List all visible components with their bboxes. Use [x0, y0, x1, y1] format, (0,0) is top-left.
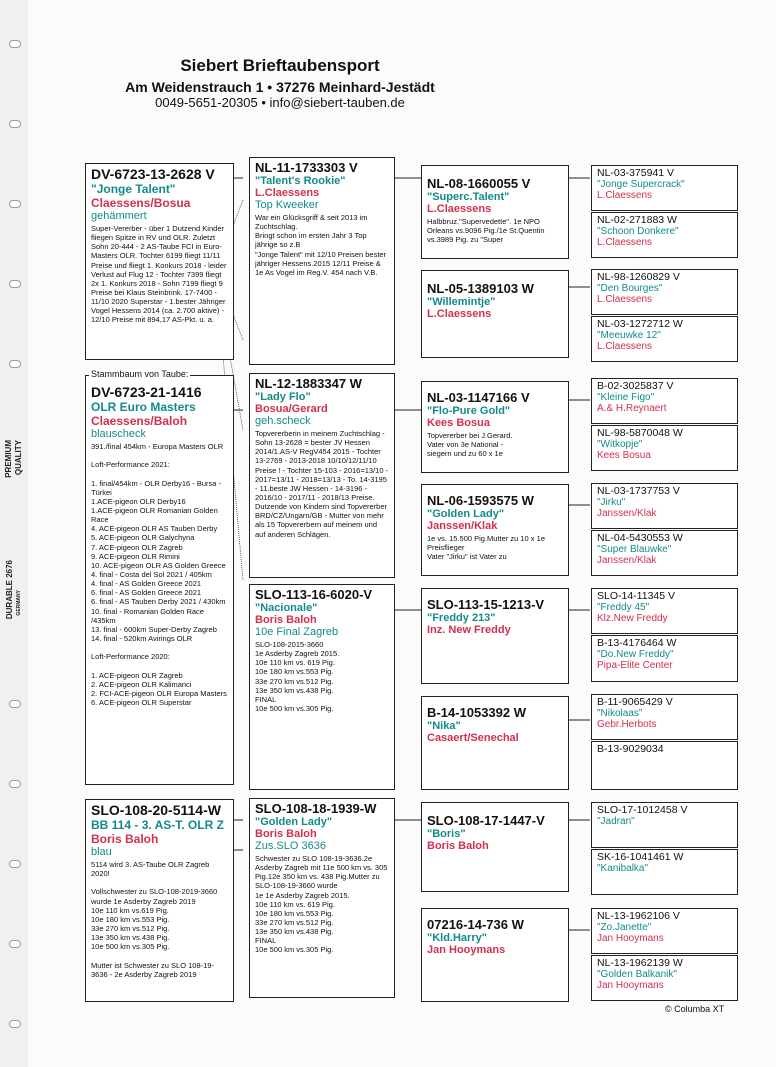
- grandfather-maternal-card[interactable]: [249, 584, 395, 790]
- ring-number: SLO-17-1012458 V: [597, 804, 688, 816]
- pigeon-name: "Freddy 45": [597, 602, 650, 613]
- great-grandparent-card[interactable]: [421, 165, 569, 259]
- ring-number: NL-13-1962106 V: [597, 910, 680, 922]
- ring-number: NL-12-1883347 W: [255, 376, 362, 391]
- great-grandparent-card[interactable]: [421, 908, 569, 1002]
- ancestor-card[interactable]: [591, 802, 738, 848]
- breeder-name: Bosua/Gerard: [255, 403, 328, 415]
- great-grandparent-card[interactable]: [421, 484, 569, 576]
- breeder-name: Jan Hooymans: [597, 980, 664, 991]
- ring-number: B-13-4176464 W: [597, 637, 677, 649]
- pigeon-name: "Golden Lady": [427, 508, 505, 520]
- pigeon-name: "Super Blauwke": [597, 544, 672, 555]
- great-grandparent-card[interactable]: [421, 588, 569, 684]
- pigeon-name: "Kanibalka": [597, 863, 649, 874]
- pigeon-name: "Talent's Rookie": [255, 175, 346, 187]
- quality-label: QUALITY: [14, 440, 23, 476]
- ring-number: SLO-113-16-6020-V: [255, 587, 373, 602]
- great-grandparent-card[interactable]: [421, 381, 569, 473]
- breeder-name: Kees Bosua: [597, 450, 651, 461]
- pigeon-description: SLO-108-2015-3660 1e Asderby Zagreb 2015. 10e 110 km vs. 619 Pig. 10e 180 km vs.553 Pig. 33e 270 km vs.512 Pig. 13e 350 km vs.438 Pig. FINAL 10e 500 km vs.305 Pig.: [255, 640, 340, 713]
- pigeon-name: "Lady Flo": [255, 391, 311, 403]
- ancestor-card[interactable]: [591, 741, 738, 790]
- ring-number: NL-11-1733303 V: [255, 160, 358, 175]
- pigeon-name: "Kleine Figo": [597, 392, 655, 403]
- pigeon-name: "Nacionale": [255, 602, 318, 614]
- ancestor-card[interactable]: [591, 212, 738, 258]
- ring-number: NL-13-1962139 W: [597, 957, 683, 969]
- grandfather-paternal-card[interactable]: [249, 157, 395, 365]
- pigeon-description: Schwester zu SLO 108-19-3636.2e Asderby Zagreb mit 11e 500 km vs. 305 Pig.12e 350 km vs. 438 Pig.Mutter zu SLO-108-19-3660 wurde 1e 1e Asderby Zagreb 2015. 10e 110 km vs. 619 Pig. 10e 180 km vs.553 Pig. 33e 270 km vs.512 Pig. 13e 350 km vs.438 Pig. FINAL 10e 500 km vs.305 Pig.: [255, 854, 388, 955]
- grandmother-paternal-card[interactable]: [249, 373, 395, 578]
- breeder-name: Klz.New Freddy: [597, 613, 668, 624]
- pigeon-name: BB 114 - 3. AS-T. OLR Z: [91, 818, 224, 832]
- pigeon-name: "Witkopje": [597, 439, 643, 450]
- pigeon-color: Zus.SLO 3636: [255, 840, 326, 852]
- pigeon-name: "Schoon Donkere": [597, 226, 679, 237]
- breeder-name: Jan Hooymans: [597, 933, 664, 944]
- ring-number: NL-08-1660055 V: [427, 176, 531, 191]
- breeder-name: Gebr.Herbots: [597, 719, 657, 730]
- document-contact: 0049-5651-20305 • info@siebert-tauben.de: [155, 95, 405, 110]
- durable-label: DURABLE 2676: [5, 560, 14, 620]
- breeder-name: L.Claessens: [597, 341, 653, 352]
- pigeon-description: Topvererber bei J.Gerard. Vater von 3e National - siegern und zu 60 x 1e: [427, 431, 513, 459]
- pigeon-description: War ein Glücksgriff & seit 2013 im Zuchtschlag. Bringt schon im ersten Jahr 3 Top jährige so z.B "Jonge Talent" mit 12/10 Preisen bester jähriger Hessens.2015 12/11 Preise & 1e As Vogel im Reg.V. 454 nach V.B.: [255, 213, 387, 277]
- breeder-name: Kees Bosua: [427, 417, 490, 429]
- ring-number: SLO-108-18-1939-W: [255, 801, 377, 816]
- ring-number: SLO-108-17-1447-V: [427, 813, 545, 828]
- breeder-name: Pipa-Elite Center: [597, 660, 673, 671]
- breeder-name: L.Claessens: [427, 203, 492, 215]
- breeder-name: Jan Hooymans: [427, 944, 506, 956]
- ancestor-card[interactable]: [591, 588, 738, 634]
- premium-label: PREMIUM: [4, 440, 13, 478]
- pigeon-description: Halbbruz."Supervedette". 1e NPO Orleans vs.9096 Pig./1e St.Quentin vs.3989 Pig. zu "Super: [427, 217, 545, 245]
- ring-number: B-13-9029034: [597, 743, 664, 755]
- breeder-name: L.Claessens: [597, 237, 653, 248]
- pigeon-color: geh.scheck: [255, 415, 311, 427]
- ancestor-card[interactable]: [591, 316, 738, 362]
- ring-number: B-11-9065429 V: [597, 696, 673, 708]
- breeder-name: Claessens/Baloh: [91, 414, 188, 428]
- ring-number: NL-06-1593575 W: [427, 493, 534, 508]
- ancestor-card[interactable]: [591, 955, 738, 1001]
- pigeon-name: "Boris": [427, 828, 466, 840]
- pigeon-color: blauscheck: [91, 428, 147, 440]
- great-grandparent-card[interactable]: [421, 270, 569, 358]
- breeder-name: Boris Baloh: [255, 614, 317, 626]
- great-grandparent-card[interactable]: [421, 696, 569, 790]
- pigeon-name: "Jonge Talent": [91, 182, 176, 196]
- pigeon-name: "Superc.Talent": [427, 191, 510, 203]
- breeder-name: A.& H.Reynaert: [597, 403, 667, 414]
- pigeon-description: 5114 wird 3. AS-Taube OLR Zagreb 2020! Vollschwester zu SLO-108-2019-3660 wurde 1e Asderby Zagreb 2019 10e 110 km vs.619 Pig. 10e 180 km vs.553 Pig. 33e 270 km vs.512 Pig. 13e 350 km vs.438 Pig. 10e 500 km vs.305 Pig. Mutter ist Schwester zu SLO 108-19-3636 - 2e Asderby Zagreb 2019: [91, 860, 218, 979]
- breeder-name: Claessens/Bosua: [91, 196, 191, 210]
- pigeon-name: OLR Euro Masters: [91, 400, 196, 414]
- document-address: Am Weidenstrauch 1 • 37276 Meinhard-Jestädt: [125, 79, 435, 95]
- pigeon-name: "Golden Balkanik": [597, 969, 677, 980]
- breeder-name: Casaert/Senechal: [427, 732, 519, 744]
- ancestor-card[interactable]: [591, 483, 738, 529]
- ring-number: B-14-1053392 W: [427, 705, 526, 720]
- ring-number: B-02-3025837 V: [597, 380, 674, 392]
- subject-card[interactable]: [85, 375, 234, 785]
- pigeon-color: blau: [91, 846, 112, 858]
- ring-number: NL-03-375941 V: [597, 167, 675, 179]
- pigeon-name: "Jonge Supercrack": [597, 179, 685, 190]
- pigeon-name: "Freddy 213": [427, 612, 496, 624]
- ancestor-card[interactable]: [591, 694, 738, 740]
- pigeon-name: "Golden Lady": [255, 816, 333, 828]
- breeder-name: L.Claessens: [427, 308, 492, 320]
- ring-number: NL-03-1147166 V: [427, 390, 530, 405]
- ancestor-card[interactable]: [591, 425, 738, 471]
- pigeon-name: "Den Bourges": [597, 283, 663, 294]
- ancestor-card[interactable]: [591, 378, 738, 424]
- breeder-name: Janssen/Klak: [427, 520, 498, 532]
- ring-number: NL-04-5430553 W: [597, 532, 683, 544]
- breeder-name: L.Claessens: [597, 294, 653, 305]
- breeder-name: Janssen/Klak: [597, 555, 657, 566]
- pigeon-description: Topvererberin in meinem Zuchtschlag - Sohn 13-2628 = bester JV Hessen 2014/1.AS-V RegV454 2015 - Tochter 13-2769 - 2013-2018 10/10/12/11/10 Preise ! - Tochter 15-103 - 2016=13/10 - 2017=13/11 - 2018=13/13 - To. 14-3195 - 11.beste JW Hessen - 14-3196 - 2016/10 - 2017/11 - 2018/13 Preise. Dutzende von Kindern sind Topvererber BRD/CZ/Ungarn/GB - Mutter von mehr als 15 Topvererbern auf meinem und auf anderen Schlägen.: [255, 429, 389, 539]
- breeder-name: Inz. New Freddy: [427, 624, 511, 636]
- ring-number: 07216-14-736 W: [427, 917, 524, 932]
- ring-number: NL-03-1272712 W: [597, 318, 683, 330]
- pigeon-name: "Zo.Janette": [597, 922, 652, 933]
- ancestor-card[interactable]: [591, 165, 738, 211]
- breeder-name: Boris Baloh: [427, 840, 489, 852]
- pigeon-name: "Meeuwke 12": [597, 330, 661, 341]
- pigeon-name: "Nikolaas": [597, 708, 643, 719]
- ring-number: DV-6723-13-2628 V: [91, 166, 215, 182]
- ring-number: DV-6723-21-1416: [91, 384, 202, 400]
- ring-number: NL-98-5870048 W: [597, 427, 683, 439]
- mother-card[interactable]: [85, 799, 234, 1002]
- ring-number: NL-05-1389103 W: [427, 281, 534, 296]
- ring-number: NL-02-271883 W: [597, 214, 677, 226]
- document-title: Siebert Brieftaubensport: [180, 56, 380, 75]
- ring-number: NL-03-1737753 V: [597, 485, 680, 497]
- ancestor-card[interactable]: [591, 530, 738, 576]
- breeder-name: Janssen/Klak: [597, 508, 657, 519]
- pigeon-color: Top Kweeker: [255, 199, 319, 211]
- ancestor-card[interactable]: [591, 849, 738, 895]
- breeder-name: L.Claessens: [597, 190, 653, 201]
- pigeon-name: "Do.New Freddy": [597, 649, 674, 660]
- pigeon-name: "Jadran": [597, 816, 635, 827]
- ring-number: SLO-108-20-5114-W: [91, 802, 221, 818]
- pigeon-color: 10e Final Zagreb: [255, 626, 339, 638]
- stammbaum-label: Stammbaum von Taube:: [91, 369, 189, 379]
- pigeon-name: "Willemintje": [427, 296, 496, 308]
- ring-number: SK-16-1041461 W: [597, 851, 684, 863]
- pigeon-name: "Jirku": [597, 497, 626, 508]
- germany-label: GERMANY: [16, 590, 22, 616]
- pigeon-name: "Flo-Pure Gold": [427, 405, 511, 417]
- copyright-note: © Columba XT: [665, 1004, 725, 1014]
- pigeon-description: 391./final 454km - Europa Masters OLR Loft-Performance 2021: 1. final/454km - OLR Derby16 - Bursa - Türkei 1.ACE-pigeon OLR Derby16 1.ACE-pigeon OLR Romanian Golden Race 4. ACE-pigeon OLR AS Tauben Derby 5. ACE-pigeon OLR Galychyna 7. ACE-pigeon OLR Zagreb 9. ACE-pigeon OLR Rimini 10. ACE-pigeon OLR AS Golden Greece 4. final - Costa del Sol 2021 / 405km 4. final - AS Golden Greece 2021 6. final - AS Golden Greece 2021 6. final - AS Tauben Derby 2021 / 430km 10. final - Romanian Golden Race /435km 13. final - 600km Super-Derby Zagreb 14. final - 520km Avirings OLR Loft-Performance 2020: 1. ACE-pigeon OLR Zagreb 2. ACE-pigeon OLR Kalimanci 2. FCI-ACE-pigeon OLR Europa Masters 6. ACE-pigeon OLR Superstar: [91, 442, 227, 707]
- grandmother-maternal-card[interactable]: [249, 798, 395, 998]
- breeder-name: Boris Baloh: [91, 832, 159, 846]
- pigeon-name: "Nika": [427, 720, 461, 732]
- pigeon-color: gehämmert: [91, 210, 147, 222]
- ring-number: SLO-14-11345 V: [597, 590, 676, 602]
- pigeon-name: "Kld.Harry": [427, 932, 487, 944]
- father-card[interactable]: [85, 163, 234, 360]
- ancestor-card[interactable]: [591, 635, 738, 682]
- ring-number: NL-98-1260829 V: [597, 271, 680, 283]
- pigeon-description: Super-Vererber - über 1 Dutzend Kinder fliegen Spitze in RV und OLR. Zuletzt Sohn 20-444 - 2 AS-Taube FCI in Euro-Masters OLR. Tochter 6199 fliegt 11/11 Preise und fliegt 1. Konkurs 2018 - leider Verlust auf Flug 12 - Tochter 7399 fliegt 2x 1. Konkurs 2018 - Sohn 7199 fliegt 9 Preise bei Klaus Steinbrink. 17-7400 - 11/10 2020 Superstar - 1.bester Jähriger Vogel Hessens 2014 (ca. 2.700 aktive) - 12/10 Preise mit 894,17 AS-Pkt. u. a.: [91, 224, 227, 325]
- ancestor-card[interactable]: [591, 269, 738, 315]
- pigeon-description: 1e vs. 15.500 Pig.Mutter zu 10 x 1e Preisflieger Vater "Jirku" ist Vater zu: [427, 534, 545, 562]
- great-grandparent-card[interactable]: [421, 802, 569, 892]
- breeder-name: Boris Baloh: [255, 828, 317, 840]
- breeder-name: L.Claessens: [255, 187, 320, 199]
- ring-number: SLO-113-15-1213-V: [427, 597, 545, 612]
- ancestor-card[interactable]: [591, 908, 738, 954]
